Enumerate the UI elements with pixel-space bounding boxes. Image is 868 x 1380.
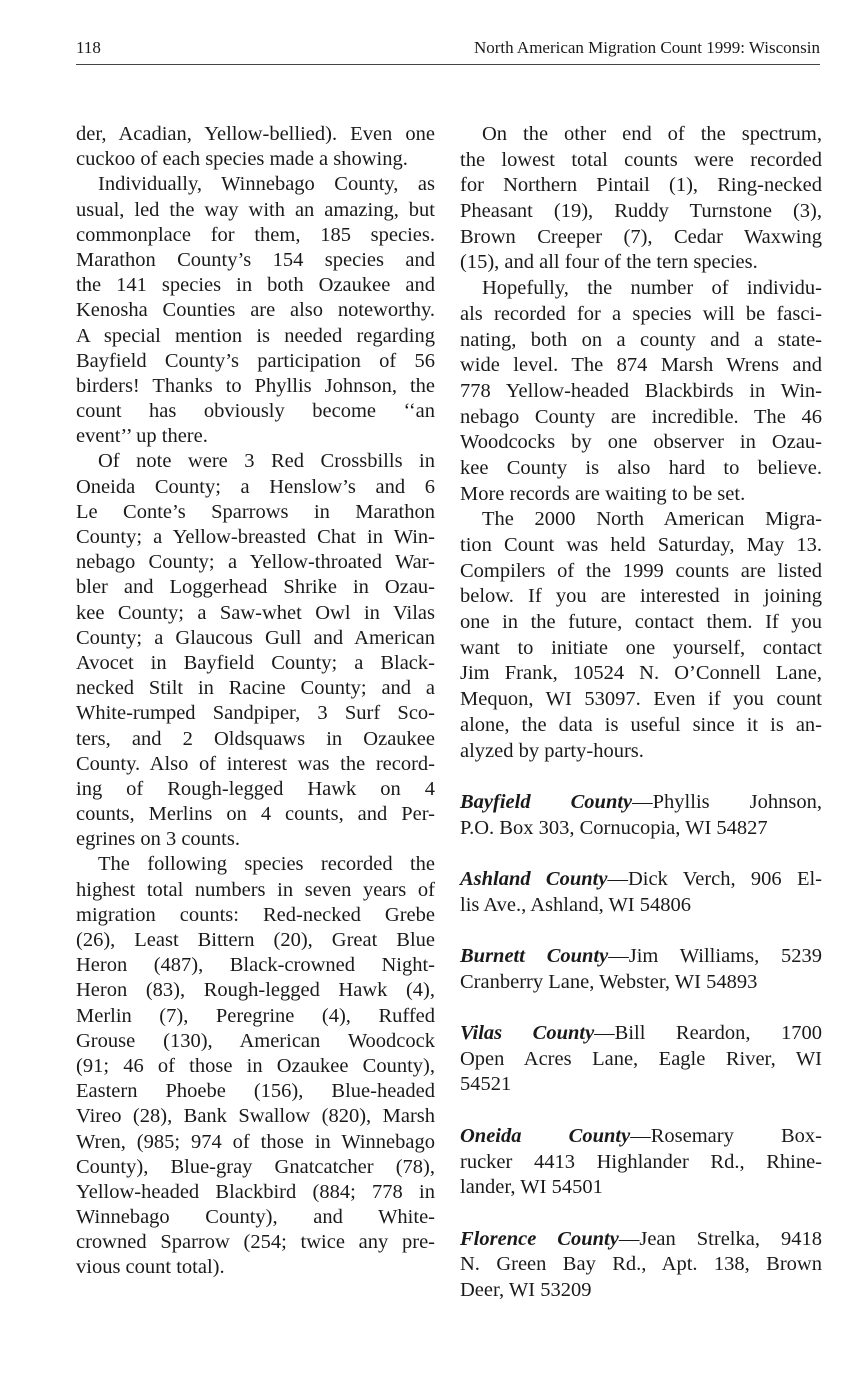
text-line: bler and Loggerhead Shrike in Ozau- (76, 576, 435, 599)
text-line: egrines on 3 counts. (76, 828, 240, 851)
text-line: County; a Yellow-breasted Chat in Win- (76, 526, 435, 548)
spacer (460, 1201, 822, 1227)
compiler-entry (460, 867, 822, 918)
text-line: crowned Sparrow (254; twice any pre- (76, 1231, 435, 1254)
compiler-info: —Jim Williams, 5239 (608, 945, 822, 967)
text-line (460, 867, 822, 893)
text-line: alyzed by party-hours. (460, 739, 644, 762)
county-name: Vilas County (460, 1022, 595, 1045)
text-line: ing of Rough-legged Hawk on 4 (76, 777, 435, 800)
text-line (460, 1021, 822, 1047)
text-line: On the other end of the spectrum, (482, 123, 822, 145)
text-line: Vireo (28), Bank Swallow (820), Marsh (76, 1105, 435, 1128)
paragraph (460, 276, 822, 507)
text-line (460, 790, 822, 816)
paragraph (76, 122, 435, 172)
paragraph (460, 122, 822, 276)
text-line (460, 944, 822, 970)
text-line: usual, led the way with an amazing, but (76, 198, 435, 221)
compiler-info: —Bill Reardon, 1700 (594, 1022, 822, 1045)
text-line: highest total numbers in seven years of (76, 878, 435, 901)
text-line: commonplace for them, 185 species. (76, 223, 435, 246)
text-line: tion Count was held Saturday, May 13. (460, 534, 822, 556)
text-line: (91; 46 of those in Ozaukee County), (76, 1054, 435, 1077)
county-name: Ashland County (460, 867, 608, 890)
text-line: Hopefully, the number of individu- (482, 277, 822, 300)
text-line: Yellow-headed Blackbird (884; 778 in (76, 1180, 435, 1203)
page-number: 118 (76, 38, 101, 57)
text-line: Eastern Phoebe (156), Blue-headed (76, 1080, 435, 1103)
text-line (460, 1227, 822, 1253)
text-line: Merlin (7), Peregrine (4), Ruffed (76, 1004, 435, 1027)
text-line: A special mention is needed regarding (76, 324, 435, 347)
paragraph (76, 449, 435, 852)
text-line: birders! Thanks to Phyllis Johnson, the (76, 374, 435, 397)
text-line: Brown Creeper (7), Cedar Waxwing (460, 225, 822, 248)
county-name: Oneida County (460, 1124, 631, 1147)
text-line: necked Stilt in Racine County; and a (76, 677, 435, 700)
spacer (460, 1098, 822, 1124)
text-line: Deer, WI 53209 (460, 1278, 592, 1301)
text-line: Avocet in Bayfield County; a Black- (76, 651, 435, 674)
text-line (460, 1124, 822, 1150)
text-line: the lowest total counts were recorded (460, 148, 822, 171)
text-line: N. Green Bay Rd., Apt. 138, Brown (460, 1253, 822, 1276)
text-line: nebago County; a Yellow-throated War- (76, 551, 435, 574)
text-line: Cranberry Lane, Webster, WI 54893 (460, 970, 758, 993)
county-name: Florence County (460, 1227, 619, 1250)
text-line: Pheasant (19), Ruddy Turnstone (3), (460, 200, 822, 223)
text-line: Bayfield County’s participation of 56 (76, 349, 435, 372)
text-line: Marathon County’s 154 species and (76, 248, 435, 271)
spacer (460, 764, 822, 790)
text-line: want to initiate one yourself, contact (460, 636, 822, 659)
paragraph (460, 507, 822, 764)
spacer (460, 841, 822, 867)
text-line: Mequon, WI 53097. Even if you count (460, 688, 822, 711)
text-line: The following species recorded the (98, 853, 435, 876)
compiler-entry (460, 1227, 822, 1304)
spacer (460, 995, 822, 1021)
spacer (460, 918, 822, 944)
text-line: counts, Merlins on 4 counts, and Per- (76, 803, 435, 826)
text-line: County; a Glaucous Gull and American (76, 626, 435, 649)
text-line: event’’ up there. (76, 425, 208, 448)
text-line: the 141 species in both Ozaukee and (76, 274, 435, 297)
compiler-info: —Phyllis Johnson, (632, 790, 822, 813)
text-line: kee County is also hard to believe. (460, 456, 822, 479)
text-line: Oneida County; a Henslow’s and 6 (76, 475, 435, 498)
compiler-info: —Jean Strelka, 9418 (618, 1227, 822, 1250)
text-line: The 2000 North American Migra- (482, 508, 822, 531)
county-name: Burnett County (460, 945, 609, 967)
text-line: 778 Yellow-headed Blackbirds in Win- (460, 379, 822, 402)
text-line: nebago County are incredible. The 46 (460, 405, 822, 428)
compiler-entry (460, 1124, 822, 1201)
text-line: (15), and all four of the tern species. (460, 251, 758, 274)
text-line: wide level. The 874 Marsh Wrens and (460, 354, 822, 377)
text-line: count has obviously become ‘‘an (76, 400, 435, 423)
text-line: Heron (487), Black-crowned Night- (76, 954, 435, 977)
right-column (460, 122, 822, 1304)
text-line: nating, both on a county and a state- (460, 328, 822, 351)
paragraph (76, 172, 435, 449)
text-line: Le Conte’s Sparrows in Marathon (76, 500, 435, 523)
text-line: County. Also of interest was the record- (76, 752, 435, 775)
text-line: ters, and 2 Oldsquaws in Ozaukee (76, 727, 435, 750)
text-line: als recorded for a species will be fasci- (460, 302, 822, 325)
text-line: one in the future, contact them. If you (460, 611, 822, 634)
left-column (76, 122, 435, 1281)
text-line: vious count total). (76, 1256, 225, 1279)
text-line: below. If you are interested in joining (460, 585, 822, 608)
county-name: Bayfield County (460, 790, 633, 813)
compiler-entry (460, 790, 822, 841)
compiler-entry (460, 1021, 822, 1098)
text-line: Heron (83), Rough-legged Hawk (4), (76, 979, 435, 1002)
compiler-info: —Rosemary Box- (630, 1124, 822, 1147)
text-line: White-rumped Sandpiper, 3 Surf Sco- (76, 702, 435, 725)
compiler-entry (460, 944, 822, 995)
text-line: More records are waiting to be set. (460, 482, 746, 505)
compiler-info: —Dick Verch, 906 El- (607, 867, 822, 890)
text-line: for Northern Pintail (1), Ring-necked (460, 174, 822, 197)
text-line: Wren, (985; 974 of those in Winnebago (76, 1130, 435, 1153)
text-line: kee County; a Saw-whet Owl in Vilas (76, 601, 435, 624)
text-line: (26), Least Bittern (20), Great Blue (76, 929, 435, 951)
text-line: Individually, Winnebago County, as (98, 173, 435, 196)
text-line: Grouse (130), American Woodcock (76, 1029, 435, 1052)
header-rule (76, 64, 820, 65)
text-line: Of note were 3 Red Crossbills in (98, 450, 435, 473)
text-line: 54521 (460, 1073, 512, 1096)
text-line: Open Acres Lane, Eagle River, WI (460, 1047, 822, 1070)
text-line: lander, WI 54501 (460, 1176, 603, 1199)
text-line: lis Ave., Ashland, WI 54806 (460, 893, 691, 916)
text-line: der, Acadian, Yellow-bellied). Even one (76, 123, 435, 145)
running-title: North American Migration Count 1999: Wisconsin (473, 38, 820, 57)
paragraph (76, 852, 435, 1280)
text-line: County), Blue-gray Gnatcatcher (78), (76, 1155, 435, 1178)
text-line: Jim Frank, 10524 N. O’Connell Lane, (460, 662, 822, 685)
text-line: Kenosha Counties are also noteworthy. (76, 299, 435, 322)
text-line: alone, the data is useful since it is an- (460, 713, 822, 736)
text-line: migration counts: Red-necked Grebe (76, 903, 435, 926)
text-line: Compilers of the 1999 counts are listed (460, 559, 822, 582)
text-line: rucker 4413 Highlander Rd., Rhine- (460, 1150, 822, 1173)
text-line: Winnebago County), and White- (76, 1206, 435, 1229)
text-line: cuckoo of each species made a showing. (76, 148, 408, 171)
text-line: Woodcocks by one observer in Ozau- (460, 431, 822, 454)
text-line: P.O. Box 303, Cornucopia, WI 54827 (460, 816, 768, 839)
